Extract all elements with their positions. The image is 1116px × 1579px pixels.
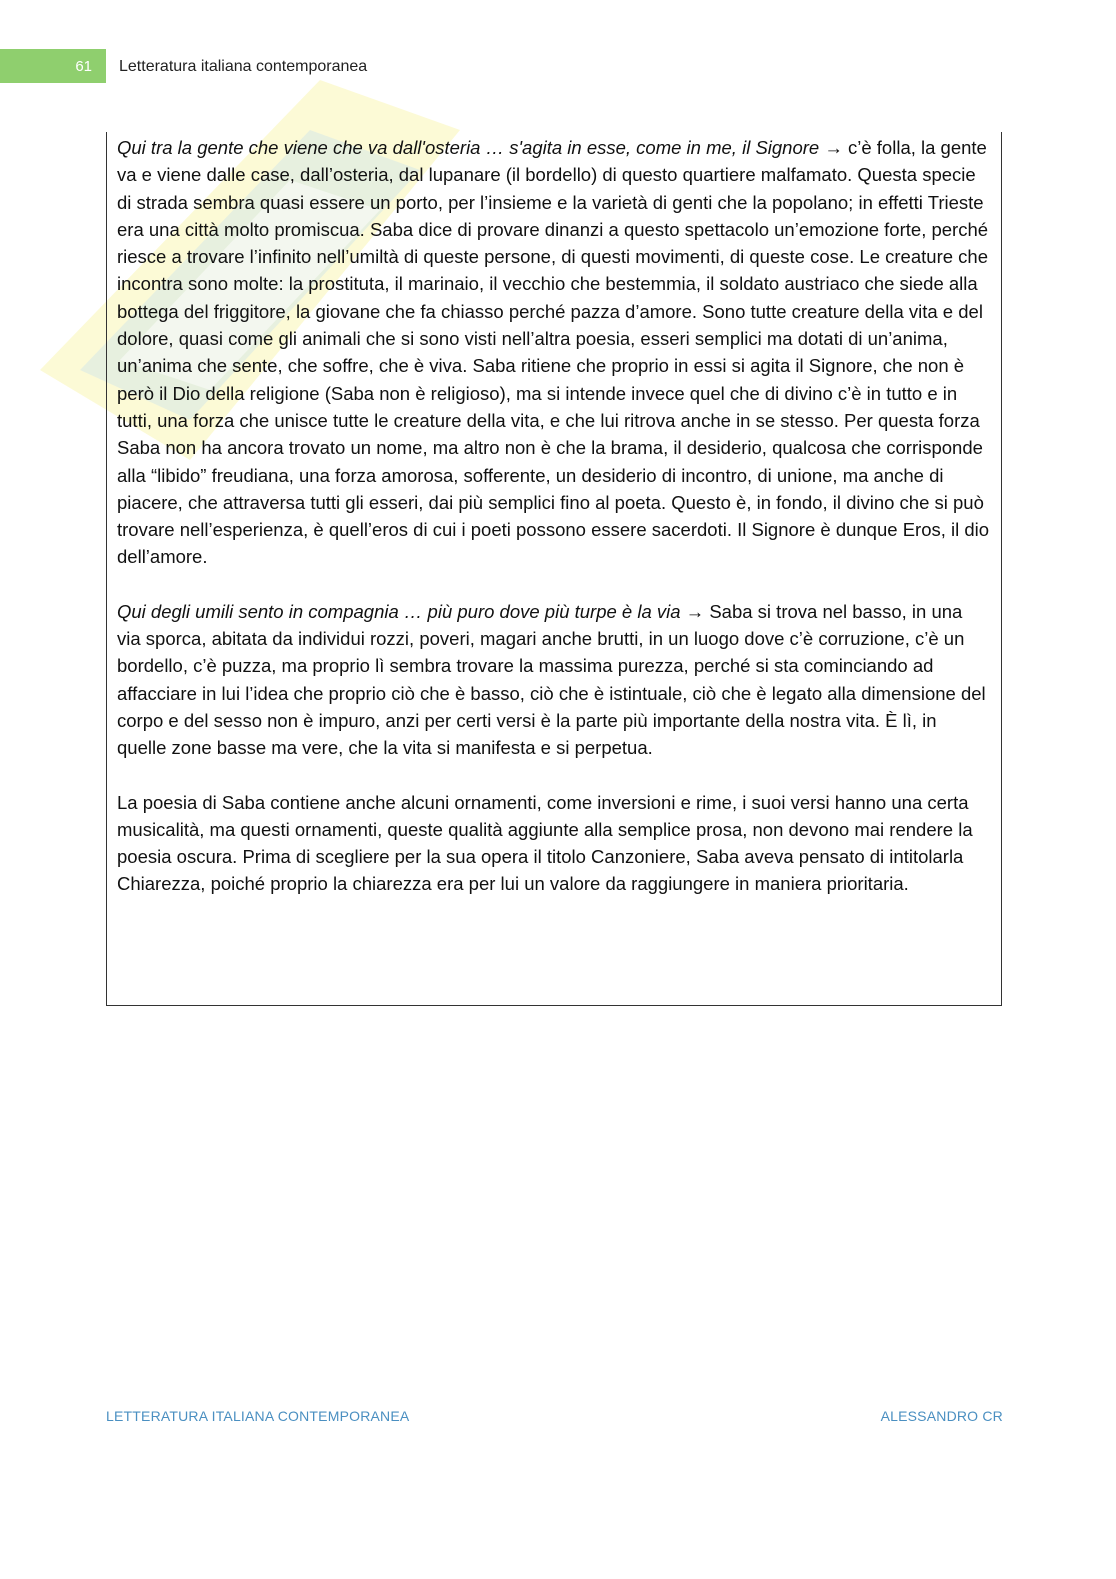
arrow-icon: → (819, 137, 848, 158)
paragraph-2 (117, 598, 991, 762)
footer-left: LETTERATURA ITALIANA CONTEMPORANEA (106, 1408, 410, 1424)
paragraph-3-text: La poesia di Saba contiene anche alcuni ornamenti, come inversioni e rime, i suoi versi hanno una certa musicalità, ma questi ornamenti, queste qualità aggiunte alla semplice prosa, non devono mai rendere la poesia oscura. Prima di scegliere per la sua opera il titolo Canzoniere, Saba aveva pensato di intitolarla Chiarezza, poiché proprio la chiarezza era per lui un valore da raggiungere in maniera prioritaria. (117, 791, 973, 895)
content-box (106, 132, 1002, 1006)
paragraph-1-text: c’è folla, la gente va e viene dalle case, dall’osteria, dal lupanare (il bordello) di questo quartiere malfamato. Questa specie di strada sembra quasi essere un porto, per l’insieme e la varietà di genti che la popolano; in effetti Trieste era una città molto promiscua. Saba dice di provare dinanzi a questo spettacolo un’emozione forte, perché riesce a trovare l’infinito nell’umiltà di queste persone, di questi movimenti, di queste cose. Le creature che incontra sono molte: la prostituta, il marinaio, il vecchio che bestemmia, il soldato austriaco che siede alla bottega del friggitore, la giovane che fa chiasso perché pazza d’amore. Sono tutte creature della vita e del dolore, quasi come gli animali che si sono visti nell’altra poesia, esseri semplici ma dotati di un’anima, un’anima che sente, che soffre, che è viva. Saba ritiene che proprio in essi si agita il Signore, che non è però il Dio della religione (Saba non è religioso), ma si intende invece quel che di divino c’è in tutto e in tutti, una forza che unisce tutte le creature della vita, e che lui ritrova anche in se stesso. Per questa forza Saba non ha ancora trovato un nome, ma altro non è che la brama, il desiderio, qualcosa che corrisponde alla “libido” freudiana, una forza amorosa, sofferente, un desiderio di incontro, di unione, ma anche di piacere, che attraversa tutti gli esseri, dai più semplici fino al poeta. Questo è, in fondo, il divino che si può trovare nell’esperienza, è quell’eros di cui i poeti possono essere sacerdoti. Il Signore è dunque Eros, il dio dell’amore. (117, 137, 990, 568)
paragraph-2-text: Saba si trova nel basso, in una via sporca, abitata da individui rozzi, poveri, magari anche brutti, in un luogo dove c’è corruzione, c’è un bordello, c’è puzza, ma proprio lì sembra trovare la massima purezza, perché si sta cominciando ad affacciare in lui l’idea che proprio ciò che è basso, ciò che è istintuale, ciò che è legato alla dimensione del corpo e del sesso non è impuro, anzi per certi versi è la parte più importante della nostra vita. È lì, in quelle zone basse ma vere, che la vita si manifesta e si perpetua. (117, 600, 986, 759)
paragraph-2-lead: Qui degli umili sento in compagnia … più puro dove più turpe è la via (117, 600, 681, 622)
header-title: Letteratura italiana contemporanea (119, 58, 368, 75)
arrow-icon: → (680, 600, 710, 622)
footer-right: ALESSANDRO CR (880, 1408, 1003, 1424)
page-number: 61 (0, 49, 106, 83)
paragraph-1 (117, 134, 991, 571)
paragraph-1-lead: Qui tra la gente che viene che va dall'osteria … s'agita in esse, come in me, il Signore (117, 137, 820, 158)
paragraph-3 (117, 789, 991, 898)
